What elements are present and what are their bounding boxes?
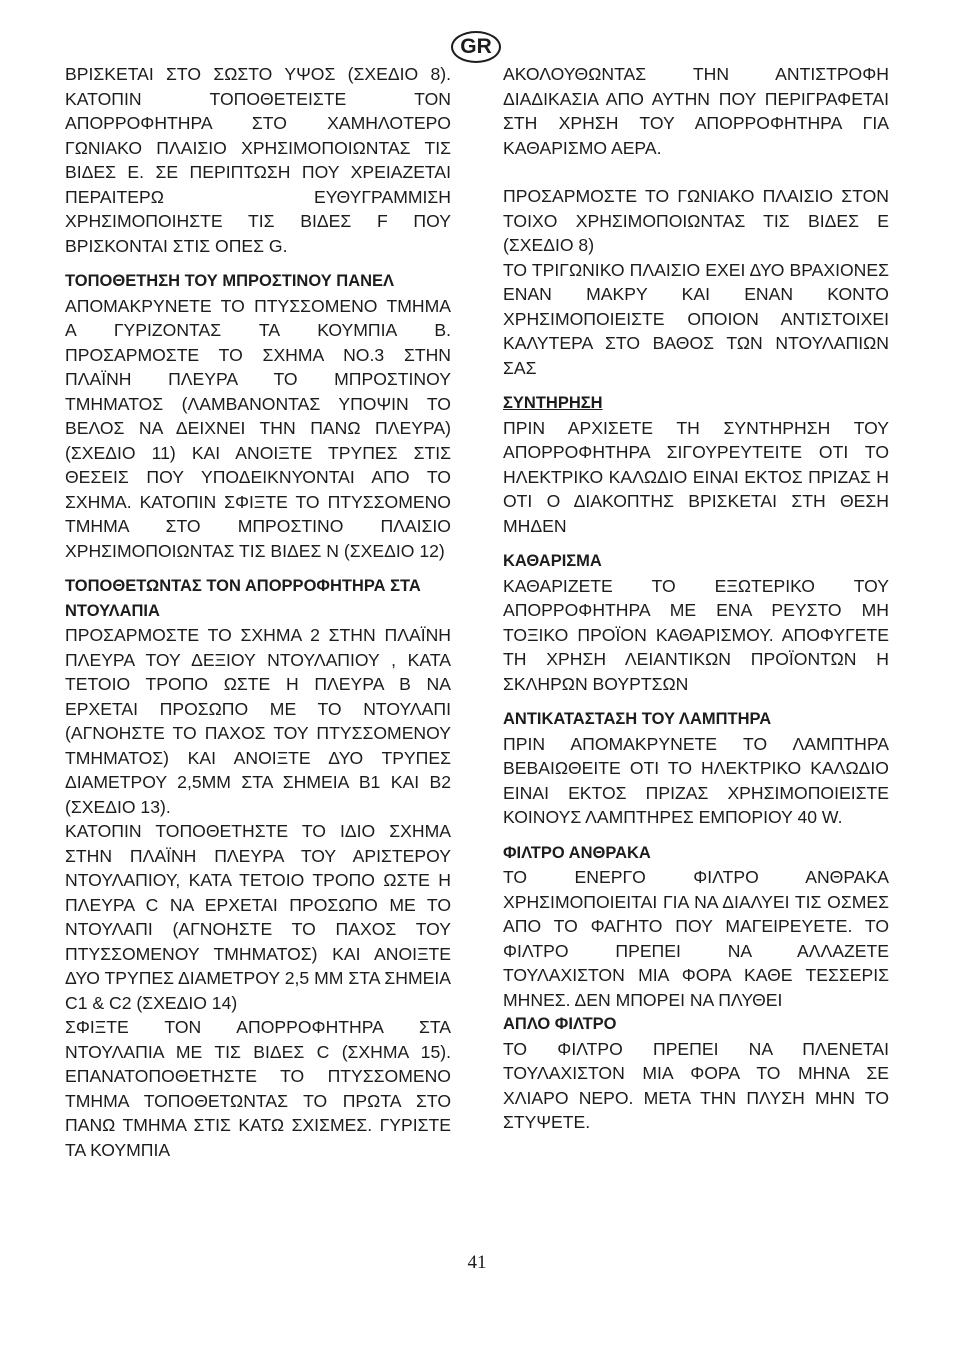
paragraph: ΚΑΘΑΡΙΖΕΤΕ ΤΟ ΕΞΩΤΕΡΙΚΟ ΤΟΥ ΑΠΟΡΡΟΦΗΤΗΡΑ ΜΕ ΕΝΑ ΡΕΥΣΤΟ ΜΗ ΤΟΞΙΚΟ ΠΡΟΪΟΝ ΚΑΘΑΡΙΣΜΟΥ. ΑΠΟΦΥΓΕΤΕ ΤΗ ΧΡΗΣΗ ΛΕΙΑΝΤΙΚΩΝ ΠΡΟΪΟΝΤΩΝ Η ΣΚΛΗΡΩΝ ΒΟΥΡΤΣΩΝ	[503, 575, 889, 694]
paragraph: ΣΦΙΞΤΕ ΤΟΝ ΑΠΟΡΡΟΦΗΤΗΡΑ ΣΤΑ ΝΤΟΥΛΑΠΙΑ ΜΕ ΤΙΣ ΒΙΔΕΣ C (ΣΧΗΜΑ 15). ΕΠΑΝΑΤΟΠΟΘΕΤΗΣΤΕ ΤΟ ΠΤΥΣΣΟΜΕΝΟ ΤΜΗΜΑ ΤΟΠΟΘΕΤΩΝΤΑΣ ΤΟ ΠΡΩΤΑ ΣΤΟ ΠΑΝΩ ΤΜΗΜΑ ΣΤΙΣ ΚΑΤΩ ΣΧΙΣΜΕΣ. ΓΥΡΙΣΤΕ ΤΑ ΚΟΥΜΠΙΑ	[65, 1017, 451, 1160]
paragraph: ΑΚΟΛΟΥΘΩΝΤΑΣ ΤΗΝ ΑΝΤΙΣΤΡΟΦΗ ΔΙΑΔΙΚΑΣΙΑ ΑΠΟ ΑΥΤΗΝ ΠΟΥ ΠΕΡΙΓΡΑΦΕΤΑΙ ΣΤΗ ΧΡΗΣΗ ΤΟΥ ΑΠΟΡΡΟΦΗΤΗΡΑ ΓΙΑ ΚΑΘΑΡΙΣΜΟ ΑΕΡΑ.	[503, 64, 889, 158]
section-heading: ΣΥΝΤΗΡΗΣΗ	[503, 394, 603, 412]
language-badge: GR	[451, 31, 501, 63]
section-heading: ΑΠΛΟ ΦΙΛΤΡΟ	[503, 1015, 617, 1033]
section-heading: ΦΙΛΤΡΟ ΑΝΘΡΑΚΑ	[503, 843, 651, 862]
left-column	[65, 62, 451, 1162]
section-heading: ΤΟΠΟΘΕΤΗΣΗ ΤΟΥ ΜΠΡΟΣΤΙΝΟΥ ΠΑΝΕΛ	[65, 272, 395, 290]
page-number: 41	[467, 1252, 487, 1273]
paragraph: ΠΡΙΝ ΑΡΧΙΣΕΤΕ ΤΗ ΣΥΝΤΗΡΗΣΗ ΤΟΥ ΑΠΟΡΡΟΦΗΤΗΡΑ ΣΙΓΟΥΡΕΥΤΕΙΤΕ ΟΤΙ ΤΟ ΗΛΕΚΤΡΙΚΟ ΚΑΛΩΔΙΟ ΕΙΝΑΙ ΕΚΤΟΣ ΠΡΙΖΑΣ Η ΟΤΙ Ο ΔΙΑΚΟΠΤΗΣ ΒΡΙΣΚΕΤΑΙ ΣΤΗ ΘΕΣΗ ΜΗΔΕΝ	[503, 417, 889, 536]
paragraph: ΑΠΟΜΑΚΡΥΝΕΤΕ ΤΟ ΠΤΥΣΣΟΜΕΝΟ ΤΜΗΜΑ Α ΓΥΡΙΖΟΝΤΑΣ ΤΑ ΚΟΥΜΠΙΑ Β. ΠΡΟΣΑΡΜΟΣΤΕ ΤΟ ΣΧΗΜΑ ΝΟ.3 ΣΤΗΝ ΠΛΑΪΝΗ ΠΛΕΥΡΑ ΤΟ ΜΠΡΟΣΤΙΝΟΥ ΤΜΗΜΑΤΟΣ (ΛΑΜΒΑΝΟΝΤΑΣ ΥΠΟΨΙΝ ΤΟ ΒΕΛΟΣ ΝΑ ΔΕΙΧΝΕΙ ΤΗΝ ΠΑΝΩ ΠΛΕΥΡΑ) (ΣΧΕΔΙΟ 11) ΚΑΙ ΑΝΟΙΞΤΕ ΤΡΥΠΕΣ ΣΤΙΣ ΘΕΣΕΙΣ ΠΟΥ ΥΠΟΔΕΙΚΝΥΟΝΤΑΙ ΑΠΟ ΤΟ ΣΧΗΜΑ. ΚΑΤΟΠΙΝ ΣΦΙΞΤΕ ΤΟ ΠΤΥΣΣΟΜΕΝΟ ΤΜΗΜΑ ΣΤΟ ΜΠΡΟΣΤΙΝΟ ΠΛΑΙΣΙΟ ΧΡΗΣΙΜΟΠΟΙΩΝΤΑΣ ΤΙΣ ΒΙΔΕΣ Ν (ΣΧΕΔΙΟ 12)	[65, 295, 451, 561]
paragraph: ΠΡΙΝ ΑΠΟΜΑΚΡΥΝΕΤΕ ΤΟ ΛΑΜΠΤΗΡΑ ΒΕΒΑΙΩΘΕΙΤΕ ΟΤΙ ΤΟ ΗΛΕΚΤΡΙΚΟ ΚΑΛΩΔΙΟ ΕΙΝΑΙ ΕΚΤΟΣ ΠΡΙΖΑΣ ΧΡΗΣΙΜΟΠΟΙΕΙΣΤΕ ΚΟΙΝΟΥΣ ΛΑΜΠΤΗΡΕΣ ΕΜΠΟΡΙΟΥ 40 W.	[503, 733, 889, 827]
section-heading: ΤΟΠΟΘΕΤΩΝΤΑΣ ΤΟΝ ΑΠΟΡΡΟΦΗΤΗΡΑ ΣΤΑ ΝΤΟΥΛΑΠΙΑ	[65, 577, 421, 620]
paragraph: ΤΟ ΦΙΛΤΡΟ ΠΡΕΠΕΙ ΝΑ ΠΛΕΝΕΤΑΙ ΤΟΥΛΑΧΙΣΤΟΝ ΜΙΑ ΦΟΡΑ ΤΟ ΜΗΝΑ ΣΕ ΧΛΙΑΡΟ ΝΕΡΟ. ΜΕΤΑ ΤΗΝ ΠΛΥΣΗ ΜΗΝ ΤΟ ΣΤΥΨΕΤΕ.	[503, 1038, 889, 1132]
section-heading: ΑΝΤΙΚΑΤΑΣΤΑΣΗ ΤΟΥ ΛΑΜΠΤΗΡΑ	[503, 710, 772, 728]
paragraph: ΚΑΤΟΠΙΝ ΤΟΠΟΘΕΤΗΣΤΕ ΤΟ ΙΔΙΟ ΣΧΗΜΑ ΣΤΗΝ ΠΛΑΪΝΗ ΠΛΕΥΡΑ ΤΟΥ ΑΡΙΣΤΕΡΟΥ ΝΤΟΥΛΑΠΙΟΥ, ΚΑΤΑ ΤΕΤΟΙΟ ΤΡΟΠΟ ΩΣΤΕ Η ΠΛΕΥΡΑ C ΝΑ ΕΡΧΕΤΑΙ ΠΡΟΣΩΠΟ ΜΕ ΤΟ ΝΤΟΥΛΑΠΙ (ΑΓΝΟΗΣΤΕ ΤΟ ΠΑΧΟΣ ΤΟΥ ΠΤΥΣΣΟΜΕΝΟΥ ΤΜΗΜΑΤΟΣ) ΚΑΙ ΑΝΟΙΞΤΕ ΔΥΟ ΤΡΥΠΕΣ ΔΙΑΜΕΤΡΟΥ 2,5 ΜΜ ΣΤΑ ΣΗΜΕΙΑ C1 & C2 (ΣΧΕΔΙΟ 14)	[65, 821, 451, 1013]
paragraph: ΠΡΟΣΑΡΜΟΣΤΕ ΤΟ ΣΧΗΜΑ 2 ΣΤΗΝ ΠΛΑΪΝΗ ΠΛΕΥΡΑ ΤΟΥ ΔΕΞΙΟΥ ΝΤΟΥΛΑΠΙΟΥ , ΚΑΤΑ ΤΕΤΟΙΟ ΤΡΟΠΟ ΩΣΤΕ Η ΠΛΕΥΡΑ Β ΝΑ ΕΡΧΕΤΑΙ ΠΡΟΣΩΠΟ ΜΕ ΤΟ ΝΤΟΥΛΑΠΙ (ΑΓΝΟΗΣΤΕ ΤΟ ΠΑΧΟΣ ΤΟΥ ΠΤΥΣΣΟΜΕΝΟΥ ΤΜΗΜΑΤΟΣ) ΚΑΙ ΑΝΟΙΞΤΕ ΔΥΟ ΤΡΥΠΕΣ ΔΙΑΜΕΤΡΟΥ 2,5ΜΜ ΣΤΑ ΣΗΜΕΙΑ Β1 ΚΑΙ Β2 (ΣΧΕΔΙΟ 13).	[65, 625, 451, 817]
paragraph: ΤΟ ΕΝΕΡΓΟ ΦΙΛΤΡΟ ΑΝΘΡΑΚΑ ΧΡΗΣΙΜΟΠΟΙΕΙΤΑΙ ΓΙΑ ΝΑ ΔΙΑΛΥΕΙ ΤΙΣ ΟΣΜΕΣ ΑΠΟ ΤΟ ΦΑΓΗΤΟ ΠΟΥ ΜΑΓΕΙΡΕΥΕΤΕ. ΤΟ ΦΙΛΤΡΟ ΠΡΕΠΕΙ ΝΑ ΑΛΛΑΖΕΤΕ ΤΟΥΛΑΧΙΣΤΟΝ ΜΙΑ ΦΟΡΑ ΚΑΘΕ ΤΕΣΣΕΡΙΣ ΜΗΝΕΣ. ΔΕΝ ΜΠΟΡΕΙ ΝΑ ΠΛΥΘΕΙ	[503, 867, 889, 1010]
paragraph: ΤΟ ΤΡΙΓΩΝΙΚΟ ΠΛΑΙΣΙΟ ΕΧΕΙ ΔΥΟ ΒΡΑΧΙΟΝΕΣ ΕΝΑΝ ΜΑΚΡΥ ΚΑΙ ΕΝΑΝ ΚΟΝΤΟ ΧΡΗΣΙΜΟΠΟΙΕΙΣΤΕ ΟΠΟΙΟΝ ΑΝΤΙΣΤΟΙΧΕΙ ΚΑΛΥΤΕΡΑ ΣΤΟ ΒΑΘΟΣ ΤΩΝ ΝΤΟΥΛΑΠΙΩΝ ΣΑΣ	[503, 259, 889, 378]
paragraph: ΠΡΟΣΑΡΜΟΣΤΕ ΤΟ ΓΩΝΙΑΚΟ ΠΛΑΙΣΙΟ ΣΤΟΝ ΤΟΙΧΟ ΧΡΗΣΙΜΟΠΟΙΩΝΤΑΣ ΤΙΣ ΒΙΔΕΣ Ε (ΣΧΕΔΙΟ 8)	[503, 186, 889, 255]
section-heading: ΚΑΘΑΡΙΣΜΑ	[503, 552, 602, 570]
paragraph: ΒΡΙΣΚΕΤΑΙ ΣΤΟ ΣΩΣΤΟ ΥΨΟΣ (ΣΧΕΔΙΟ 8). ΚΑΤΟΠΙΝ ΤΟΠΟΘΕΤΕΙΣΤΕ ΤΟΝ ΑΠΟΡΡΟΦΗΤΗΡΑ ΣΤΟ ΧΑΜΗΛΟΤΕΡΟ ΓΩΝΙΑΚΟ ΠΛΑΙΣΙΟ ΧΡΗΣΙΜΟΠΟΙΩΝΤΑΣ ΤΙΣ ΒΙΔΕΣ Ε. ΣΕ ΠΕΡΙΠΤΩΣΗ ΠΟΥ ΧΡΕΙΑΖΕΤΑΙ ΠΕΡΑΙΤΕΡΩ ΕΥΘΥΓΡΑΜΜΙΣΗ ΧΡΗΣΙΜΟΠΟΙΗΣΤΕ ΤΙΣ ΒΙΔΕΣ F ΠΟΥ ΒΡΙΣΚΟΝΤΑΙ ΣΤΙΣ ΟΠΕΣ G.	[65, 64, 451, 256]
right-column	[503, 62, 889, 1135]
